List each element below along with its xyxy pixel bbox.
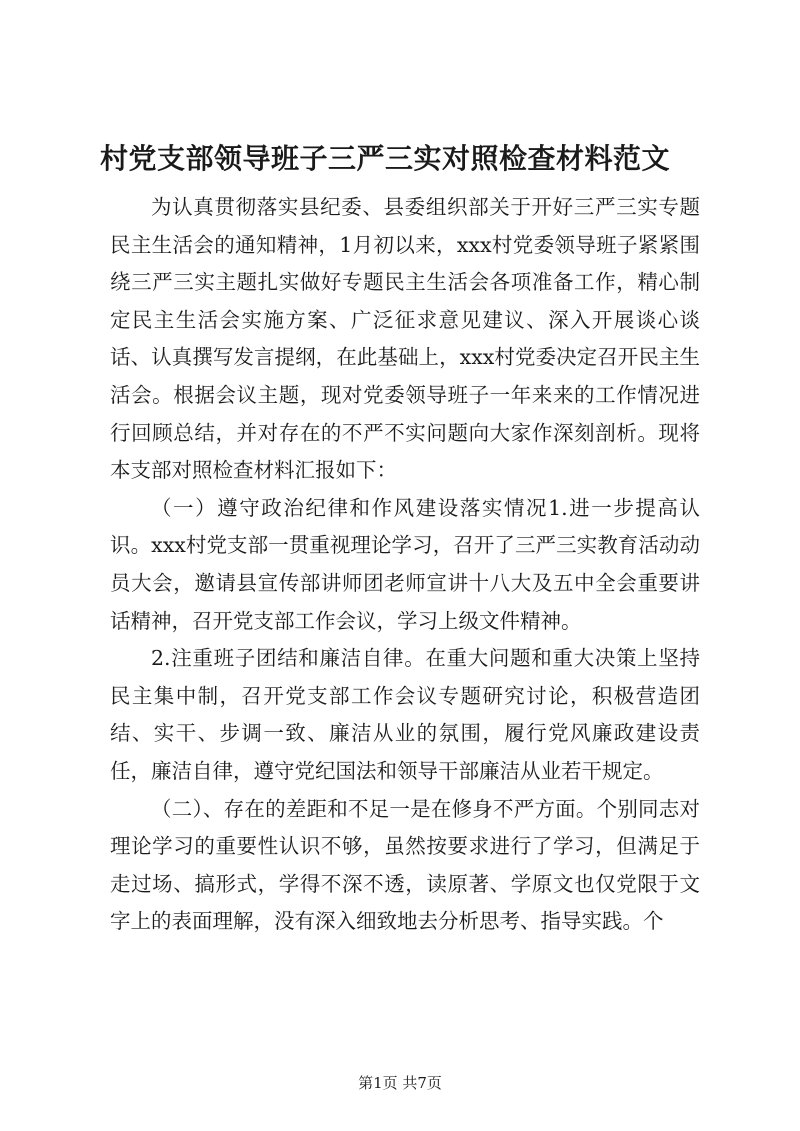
- paragraph-intro: 为认真贯彻落实县纪委、县委组织部关于开好三严三实专题民主生活会的通知精神，1月初以来，xxx村党委领导班子紧紧围绕三严三实主题扎实做好专题民主生活会各项准备工作，精心制定民主生活会实施方案、广泛征求意见建议、深入开展谈心谈话、认真撰写发言提纲，在此基础上，xxx村党委决定召开民主生活会。根据会议主题，现对党委领导班子一年来来的工作情况进行回顾总结，并对存在的不严不实问题向大家作深刻剖析。现将本支部对照检查材料汇报如下：: [110, 195, 700, 483]
- paragraph-section-one: （一）遵守政治纪律和作风建设落实情况1.进一步提高认识。xxx村党支部一贯重视理论学习，召开了三严三实教育活动动员大会，邀请县宣传部讲师团老师宣讲十八大及五中全会重要讲话精神，召开党支部工作会议，学习上级文件精神。: [110, 495, 700, 633]
- paragraph-section-two: （二）、存在的差距和不足一是在修身不严方面。个别同志对理论学习的重要性认识不够，虽然按要求进行了学习，但满足于走过场、搞形式，学得不深不透，读原著、学原文也仅党限于文字上的表面理解，没有深入细致地去分析思考、指导实践。个: [110, 796, 700, 934]
- document-title: 村党支部领导班子三严三实对照检查材料范文: [100, 142, 671, 175]
- document-body: [110, 189, 700, 941]
- paragraph-point-two: 2.注重班子团结和廉洁自律。在重大问题和重大决策上坚持民主集中制，召开党支部工作会议专题研究讨论，积极营造团结、实干、步调一致、廉洁从业的氛围，履行党风廉政建设责任，廉洁自律，遵守党纪国法和领导干部廉洁从业若干规定。: [110, 646, 700, 783]
- page-footer: 第1页 共7页: [358, 1074, 442, 1092]
